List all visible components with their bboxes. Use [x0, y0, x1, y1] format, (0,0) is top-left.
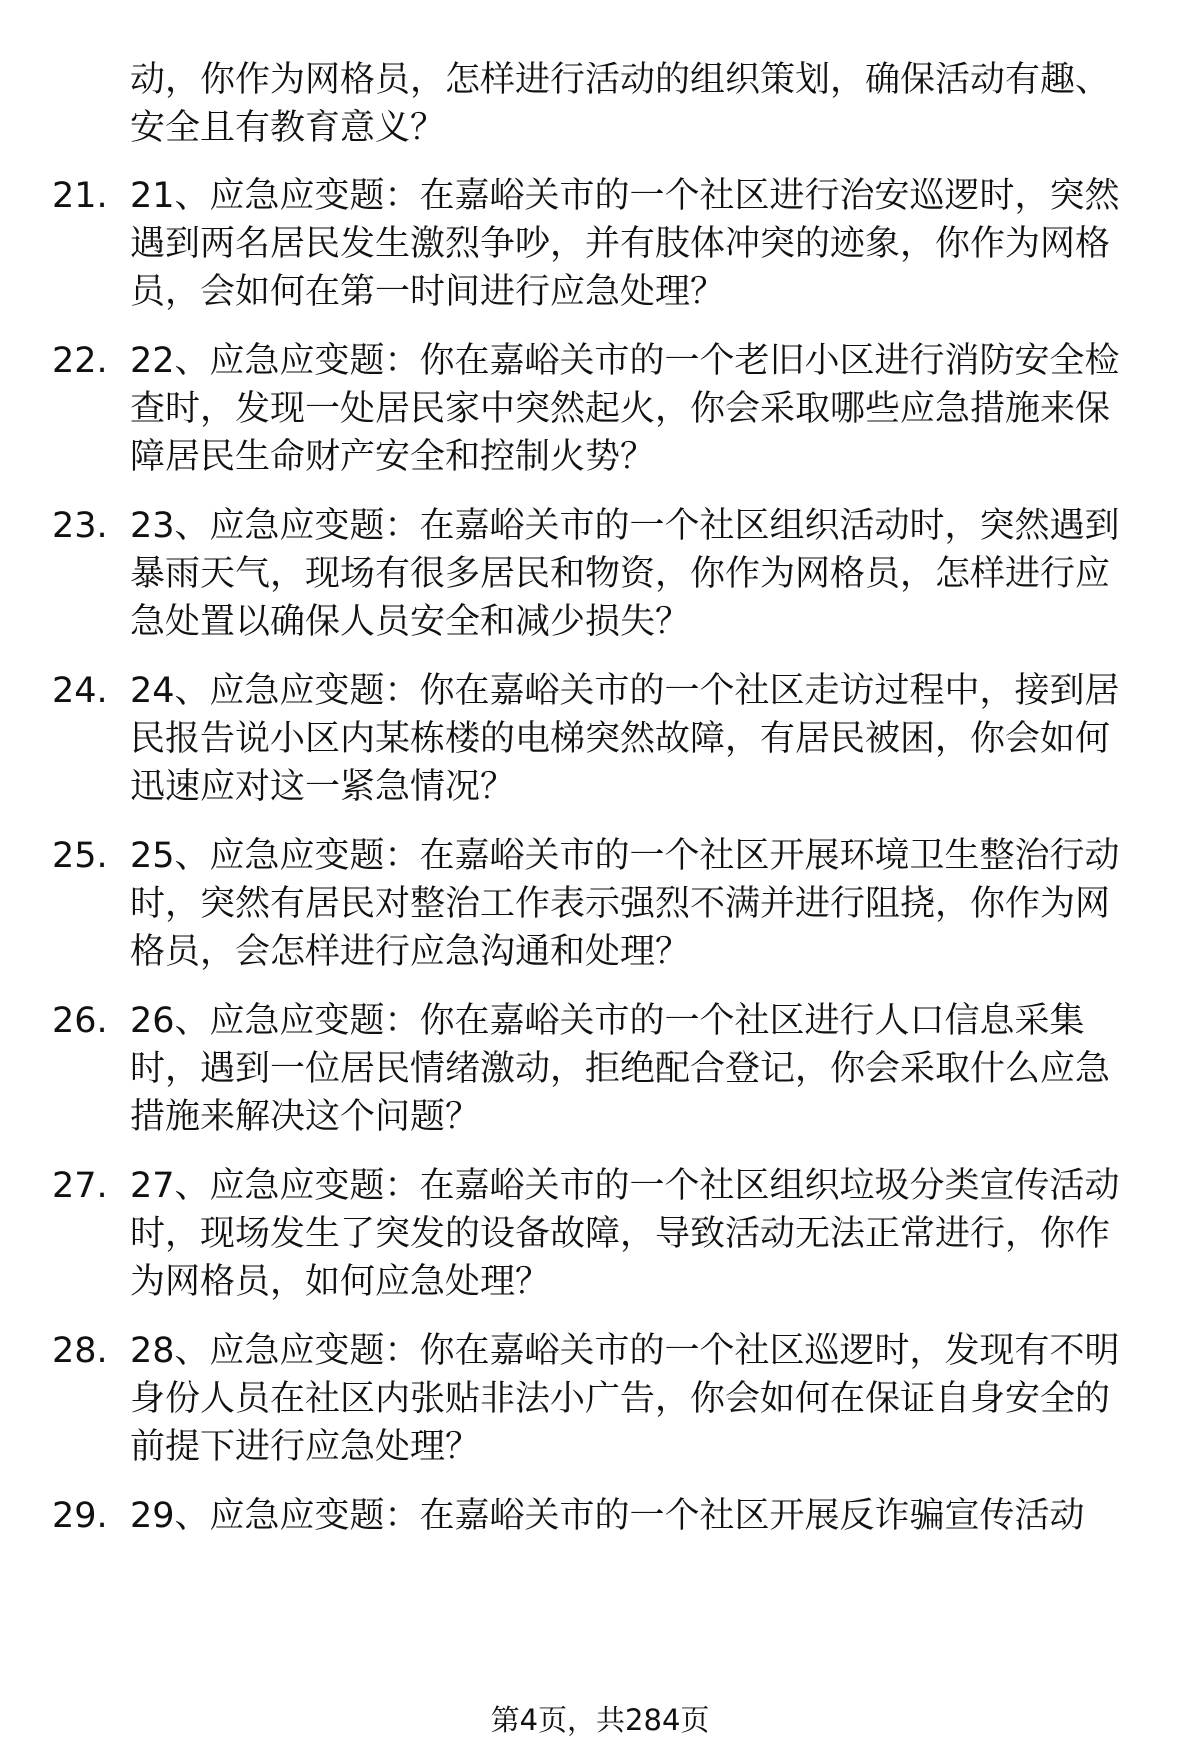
question-number: 21. [52, 176, 108, 216]
question-text: 21、应急应变题：在嘉峪关市的一个社区进行治安巡逻时，突然遇到两名居民发生激烈争吵，并有肢体冲突的迹象，你作为网格员，会如何在第一时间进行应急处理？ [130, 176, 1120, 312]
question-text: 23、应急应变题：在嘉峪关市的一个社区组织活动时，突然遇到暴雨天气，现场有很多居民和物资，你作为网格员，怎样进行应急处置以确保人员安全和减少损失？ [130, 506, 1120, 642]
question-number: 28. [52, 1331, 108, 1371]
question-text: 28、应急应变题：你在嘉峪关市的一个社区巡逻时，发现有不明身份人员在社区内张贴非法小广告，你会如何在保证自身安全的前提下进行应急处理？ [130, 1331, 1120, 1467]
question-text: 24、应急应变题：你在嘉峪关市的一个社区走访过程中，接到居民报告说小区内某栋楼的电梯突然故障，有居民被困，你会如何迅速应对这一紧急情况？ [130, 671, 1120, 807]
page-footer: 第4页，共284页 [490, 1703, 710, 1737]
continued-question-text: 动，你作为网格员，怎样进行活动的组织策划，确保活动有趣、安全且有教育意义？ [130, 60, 1111, 148]
question-text: 22、应急应变题：你在嘉峪关市的一个老旧小区进行消防安全检查时，发现一处居民家中突然起火，你会采取哪些应急措施来保障居民生命财产安全和控制火势？ [130, 341, 1120, 477]
question-text: 27、应急应变题：在嘉峪关市的一个社区组织垃圾分类宣传活动时，现场发生了突发的设备故障，导致活动无法正常进行，你作为网格员，如何应急处理？ [130, 1166, 1120, 1302]
question-number: 24. [52, 671, 108, 711]
question-number: 27. [52, 1166, 108, 1206]
question-number: 23. [52, 506, 108, 546]
question-text: 26、应急应变题：你在嘉峪关市的一个社区进行人口信息采集时，遇到一位居民情绪激动，拒绝配合登记，你会采取什么应急措施来解决这个问题？ [130, 1001, 1111, 1137]
question-number: 22. [52, 341, 108, 381]
question-text: 29、应急应变题：在嘉峪关市的一个社区开展反诈骗宣传活动 [130, 1496, 1085, 1536]
question-number: 25. [52, 836, 108, 876]
question-number: 26. [52, 1001, 108, 1041]
question-text: 25、应急应变题：在嘉峪关市的一个社区开展环境卫生整治行动时，突然有居民对整治工作表示强烈不满并进行阻挠，你作为网格员，会怎样进行应急沟通和处理？ [130, 836, 1120, 972]
question-number: 29. [52, 1496, 108, 1536]
